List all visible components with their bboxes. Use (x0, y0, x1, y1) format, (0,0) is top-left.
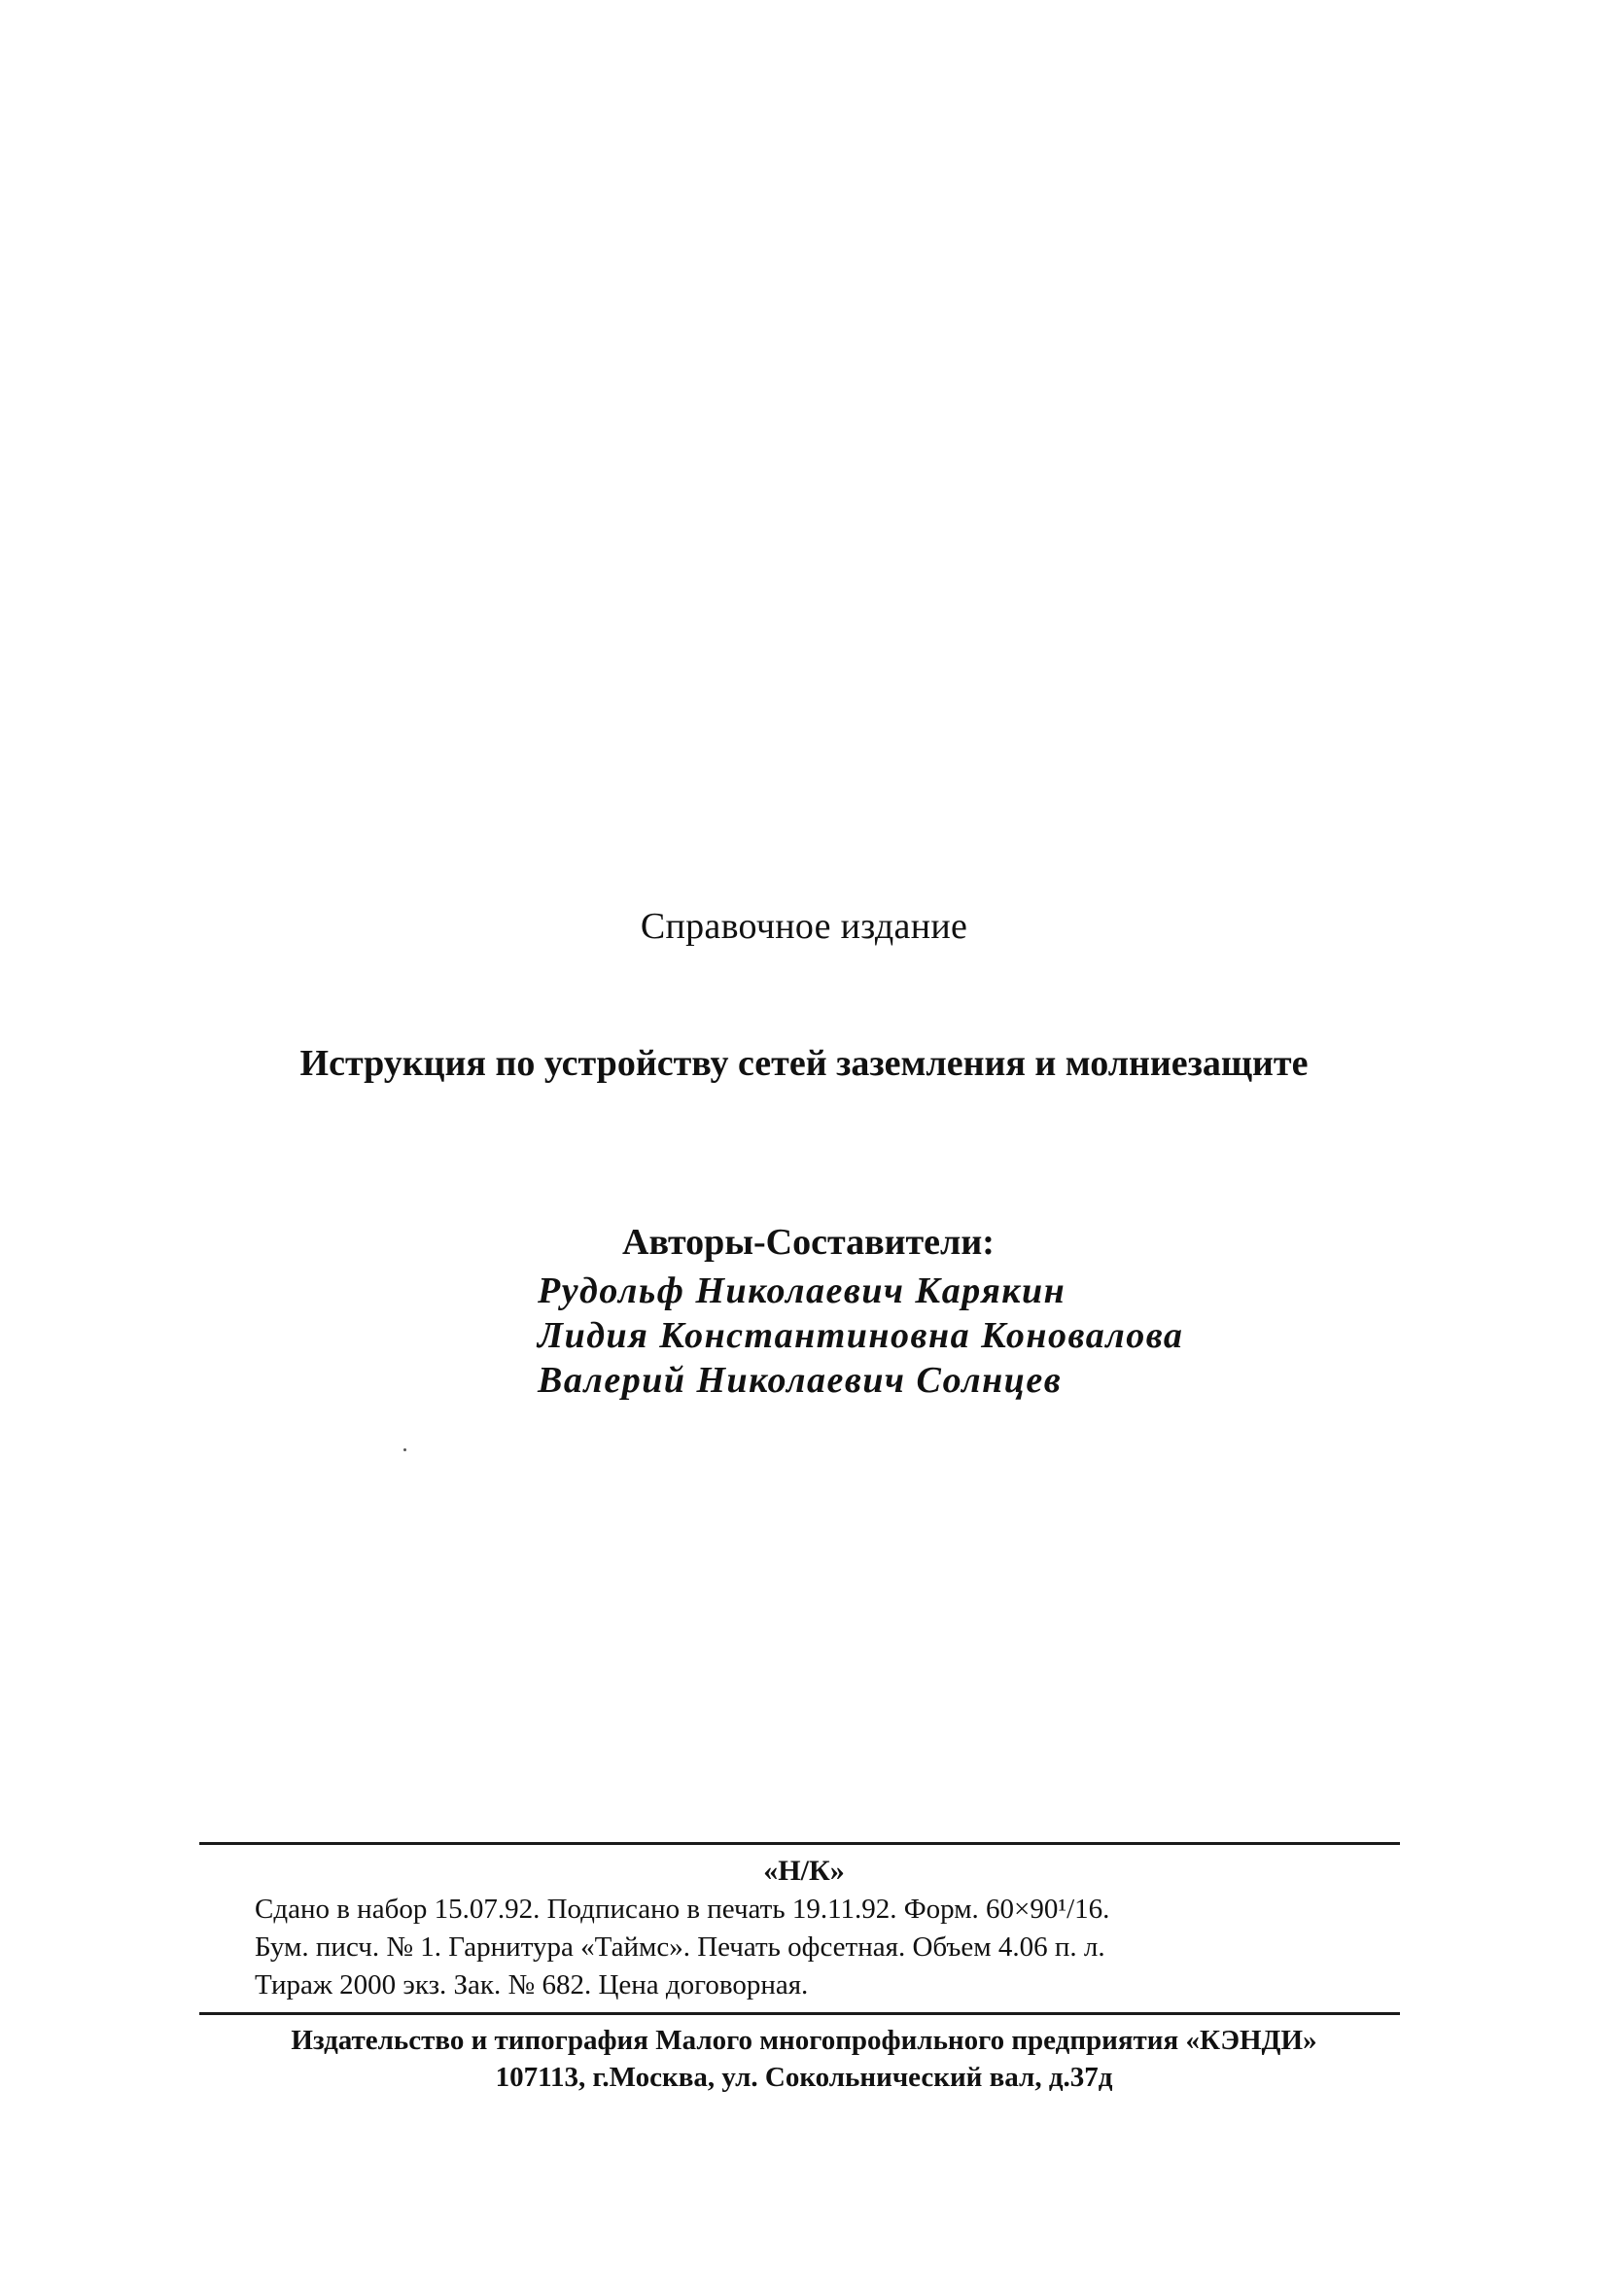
divider-top (199, 1842, 1400, 1845)
publisher-mark: «Н/К» (763, 1855, 845, 1887)
imprint-line: Тираж 2000 экз. Зак. № 682. Цена договорная. (255, 1969, 809, 2000)
author-name: Рудольф Николаевич Карякин (538, 1270, 1066, 1311)
document-title: Иструкция по устройству сетей заземления и молниезащите (299, 1043, 1309, 1084)
imprint-block (255, 1891, 1109, 2004)
publisher-address: 107113, г.Москва, ул. Сокольнический вал, д.37д (495, 2062, 1113, 2093)
imprint-line: Сдано в набор 15.07.92. Подписано в печать 19.11.92. Форм. 60×90¹/16. (255, 1894, 1110, 1925)
authors-heading: Авторы-Составители: (622, 1222, 995, 1263)
divider-bottom (199, 2012, 1400, 2015)
imprint-line: Бум. писч. № 1. Гарнитура «Таймс». Печать офсетная. Объем 4.06 п. л. (255, 1931, 1105, 1963)
edition-type: Справочное издание (640, 906, 968, 947)
author-name: Лидия Константиновна Коновалова (538, 1315, 1184, 1356)
publisher-name: Издательство и типография Малого многопрофильного предприятия «КЭНДИ» (291, 2025, 1317, 2056)
speck-mark (403, 1448, 406, 1451)
authors-list (538, 1269, 1183, 1403)
author-name: Валерий Николаевич Солнцев (538, 1360, 1063, 1401)
